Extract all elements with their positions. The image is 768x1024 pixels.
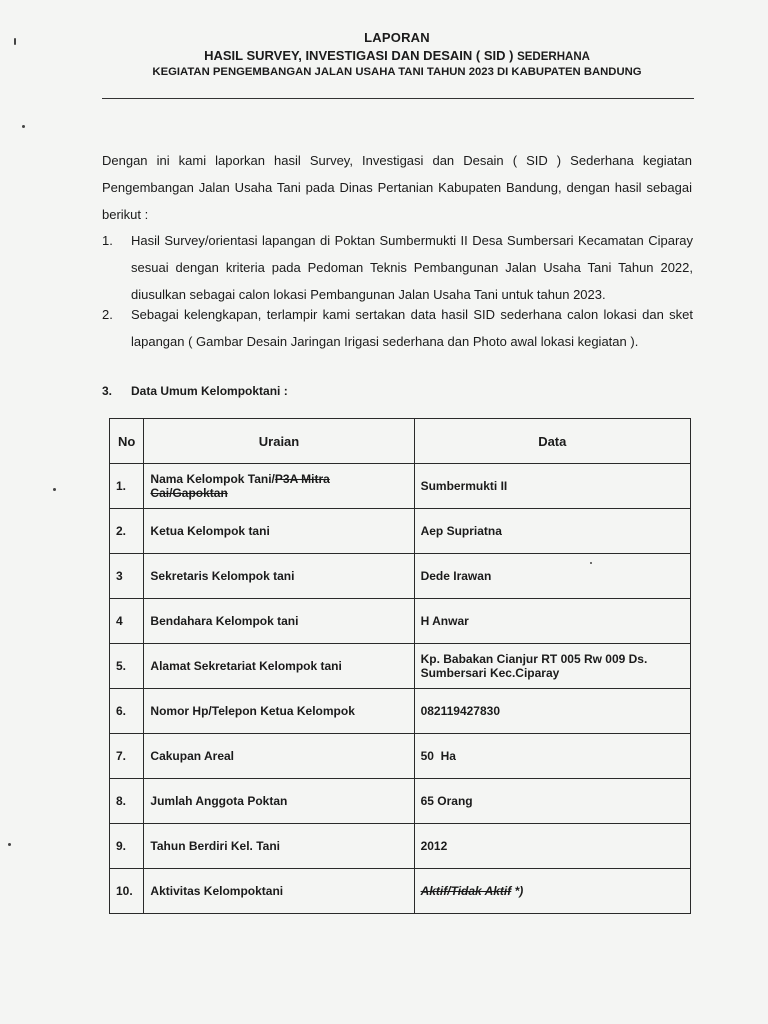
row-data: 65 Orang: [414, 779, 690, 824]
doc-title: LAPORAN: [364, 30, 430, 45]
item-2-line-1: Sebagai kelengkapan, terlampir kami sertakan data hasil SID sederhana calon lokasi dan sket: [131, 307, 693, 322]
section-3-number: 3.: [102, 384, 113, 398]
table-row: [110, 824, 691, 869]
section-3-heading: [102, 384, 288, 398]
row-data-line-1: Kp. Babakan Cianjur RT 005 Rw 009 Ds.: [420, 652, 648, 666]
row-uraian: Tahun Berdiri Kel. Tani: [144, 824, 414, 869]
row-data: 50 Ha: [414, 734, 690, 779]
section-3-label: Data Umum Kelompoktani :: [131, 384, 288, 398]
table-row: [110, 734, 691, 779]
row-number: 8.: [110, 779, 144, 824]
table-row: [110, 779, 691, 824]
row-uraian: Sekretaris Kelompok tani: [144, 554, 414, 599]
table-row: [110, 464, 691, 509]
table-row: [110, 599, 691, 644]
row-uraian-struck-text: P3A Mitra Cai/Gapoktan: [150, 472, 330, 500]
doc-subtitle: [100, 48, 694, 63]
row-number: 3: [110, 554, 144, 599]
kelompoktani-data-table: [109, 418, 691, 914]
row-number: 2.: [110, 509, 144, 554]
doc-subtitle-main: HASIL SURVEY, INVESTIGASI DAN DESAIN ( SID ): [204, 48, 514, 63]
row-data: Aep Supriatna: [414, 509, 690, 554]
row-uraian: Alamat Sekretariat Kelompok tani: [144, 644, 414, 689]
table-row: [110, 869, 691, 914]
intro-line-1: Dengan ini kami laporkan hasil Survey, Investigasi dan Desain ( SID ) Sederhana kegiatan: [102, 153, 692, 168]
row-number: 5.: [110, 644, 144, 689]
header-uraian: Uraian: [144, 419, 414, 464]
row-number: 6.: [110, 689, 144, 734]
item-1-number: 1.: [102, 233, 113, 248]
scan-speck: [8, 843, 11, 846]
row-data: Sumbermukti II: [414, 464, 690, 509]
scan-speck: [22, 125, 25, 128]
header-no: No: [110, 419, 144, 464]
row-uraian-text: Nama Kelompok Tani/: [150, 472, 275, 486]
row-data: [414, 869, 690, 914]
row-data-footnote-mark: *): [511, 884, 524, 898]
header-divider: [102, 98, 694, 99]
row-number: 4: [110, 599, 144, 644]
item-2-line-2: lapangan ( Gambar Desain Jaringan Irigasi sederhana dan Photo awal lokasi kegiatan ).: [131, 334, 639, 349]
scan-speck: [590, 562, 592, 564]
header-data: Data: [414, 419, 690, 464]
row-number: 1.: [110, 464, 144, 509]
row-data-struck-text: Aktif/Tidak Aktif: [420, 884, 512, 898]
scan-speck: [53, 488, 56, 491]
table-row: [110, 644, 691, 689]
item-2-number: 2.: [102, 307, 113, 322]
doc-subtitle-activity: KEGIATAN PENGEMBANGAN JALAN USAHA TANI TAHUN 2023 DI KABUPATEN BANDUNG: [152, 66, 642, 78]
table-row: [110, 554, 691, 599]
row-data: [414, 644, 690, 689]
row-number: 9.: [110, 824, 144, 869]
table-row: [110, 509, 691, 554]
row-uraian: Jumlah Anggota Poktan: [144, 779, 414, 824]
item-1-line-2: sesuai dengan kriteria pada Pedoman Teknis Pembangunan Jalan Usaha Tani Tahun 2022,: [131, 260, 693, 275]
row-data: 2012: [414, 824, 690, 869]
row-data: H Anwar: [414, 599, 690, 644]
row-uraian: [144, 464, 414, 509]
item-1-line-3: diusulkan sebagai calon lokasi Pembangunan Jalan Usaha Tani untuk tahun 2023.: [131, 287, 606, 302]
doc-subtitle-suffix: SEDERHANA: [517, 51, 590, 63]
row-uraian: Nomor Hp/Telepon Ketua Kelompok: [144, 689, 414, 734]
row-uraian: Ketua Kelompok tani: [144, 509, 414, 554]
intro-line-3: berikut :: [102, 207, 149, 222]
scan-speck: [14, 38, 16, 45]
row-number: 10.: [110, 869, 144, 914]
row-number: 7.: [110, 734, 144, 779]
row-uraian: Aktivitas Kelompoktani: [144, 869, 414, 914]
row-uraian: Bendahara Kelompok tani: [144, 599, 414, 644]
table-header-row: [110, 419, 691, 464]
row-data: 082119427830: [414, 689, 690, 734]
intro-line-2: Pengembangan Jalan Usaha Tani pada Dinas Pertanian Kabupaten Bandung, dengan hasil sebagai: [102, 180, 692, 195]
table-row: [110, 689, 691, 734]
row-data-line-2: Sumbersari Kec.Ciparay: [420, 666, 560, 680]
row-uraian: Cakupan Areal: [144, 734, 414, 779]
item-1-line-1: Hasil Survey/orientasi lapangan di Poktan Sumbermukti II Desa Sumbersari Kecamatan Ciparay: [131, 233, 693, 248]
row-data: Dede Irawan: [414, 554, 690, 599]
